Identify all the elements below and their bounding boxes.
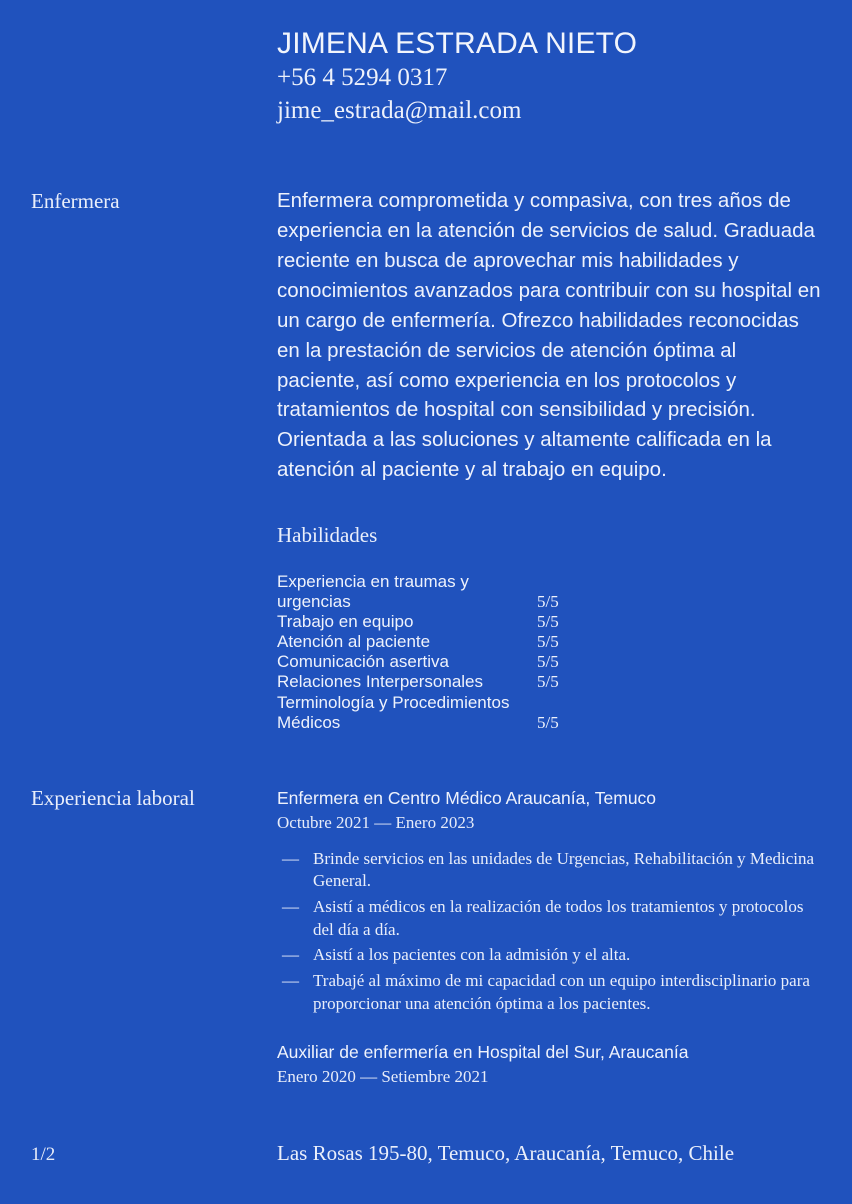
dash-bullet-icon: — bbox=[282, 945, 299, 965]
skills-table-body bbox=[277, 572, 823, 732]
experience-section-label: Experiencia laboral bbox=[31, 786, 195, 810]
summary-section bbox=[277, 186, 823, 485]
job-bullet-list bbox=[277, 848, 823, 1015]
footer-address-wrap bbox=[277, 1140, 823, 1166]
skill-name: Experiencia en traumas y urgencias bbox=[277, 572, 469, 612]
skill-name: Relaciones Interpersonales bbox=[277, 672, 484, 692]
list-item bbox=[277, 848, 823, 893]
job-dates: Octubre 2021 — Enero 2023 bbox=[277, 812, 475, 832]
skill-rating: 5/5 bbox=[537, 652, 559, 672]
summary-section-label: Enfermera bbox=[31, 189, 120, 213]
skill-rating: 5/5 bbox=[537, 632, 559, 652]
header bbox=[277, 26, 823, 127]
bullet-text: Brinde servicios en las unidades de Urgencias, Rehabilitación y Medicina General. bbox=[313, 848, 815, 891]
skill-rating: 5/5 bbox=[537, 612, 559, 632]
summary-paragraph: Enfermera comprometida y compasiva, con tres años de experiencia en la atención de servicios de salud. Graduada reciente en busca de aprovechar mis habilidades y conocimientos avanzados para contribuir con su hospital en un cargo de enfermería. Ofrezco habilidades reconocidas en la prestación de servicios de atención óptima al paciente, así como experiencia en los protocolos y tratamientos de hospital con sensibilidad y precisión. Orientada a las soluciones y altamente calificada en la atención al paciente y al trabajo en equipo. bbox=[277, 189, 821, 482]
summary-section-label-wrap bbox=[31, 188, 271, 214]
skill-name: Terminología y Procedimientos Médicos bbox=[277, 692, 510, 732]
skill-rating: 5/5 bbox=[537, 592, 559, 612]
job-title: Enfermera en Centro Médico Araucanía, Temuco bbox=[277, 788, 657, 808]
table-row bbox=[277, 632, 823, 652]
bullet-text: Trabajé al máximo de mi capacidad con un equipo interdisciplinario para proporcionar una atención óptima a los pacientes. bbox=[313, 970, 810, 1013]
skill-name: Comunicación asertiva bbox=[277, 652, 449, 672]
skill-rating: 5/5 bbox=[537, 712, 559, 732]
table-row bbox=[277, 652, 823, 672]
table-row bbox=[277, 693, 823, 733]
skill-name: Trabajo en equipo bbox=[277, 612, 414, 632]
list-item bbox=[277, 970, 823, 1015]
page-number: 1/2 bbox=[31, 1144, 56, 1165]
table-row bbox=[277, 572, 823, 612]
experience-entry bbox=[277, 1041, 823, 1088]
list-item bbox=[277, 944, 823, 967]
table-row bbox=[277, 672, 823, 692]
experience-entry bbox=[277, 787, 823, 1015]
skill-rating: 5/5 bbox=[537, 672, 559, 692]
job-title: Auxiliar de enfermería en Hospital del Sur, Araucanía bbox=[277, 1042, 689, 1063]
candidate-name: JIMENA ESTRADA NIETO bbox=[277, 27, 638, 60]
skill-name: Atención al paciente bbox=[277, 632, 431, 652]
job-dates: Enero 2020 — Setiembre 2021 bbox=[277, 1066, 489, 1086]
skills-table bbox=[277, 572, 823, 732]
skills-heading: Habilidades bbox=[277, 523, 378, 547]
candidate-phone: +56 4 5294 0317 bbox=[277, 64, 448, 92]
candidate-email: jime_estrada@mail.com bbox=[277, 97, 522, 125]
dash-bullet-icon: — bbox=[282, 970, 299, 990]
experience-section bbox=[277, 787, 823, 1088]
bullet-text: Asistí a médicos en la realización de todos los tratamientos y protocolos del día a día. bbox=[313, 897, 804, 939]
footer-page-wrap bbox=[31, 1143, 271, 1167]
list-item bbox=[277, 896, 823, 941]
dash-bullet-icon: — bbox=[282, 897, 299, 917]
table-row bbox=[277, 612, 823, 632]
footer-address: Las Rosas 195-80, Temuco, Araucanía, Temuco, Chile bbox=[277, 1141, 735, 1165]
dash-bullet-icon: — bbox=[282, 848, 299, 868]
skills-section bbox=[277, 522, 823, 733]
experience-section-label-wrap bbox=[31, 785, 271, 811]
bullet-text: Asistí a los pacientes con la admisión y el alta. bbox=[313, 945, 631, 965]
